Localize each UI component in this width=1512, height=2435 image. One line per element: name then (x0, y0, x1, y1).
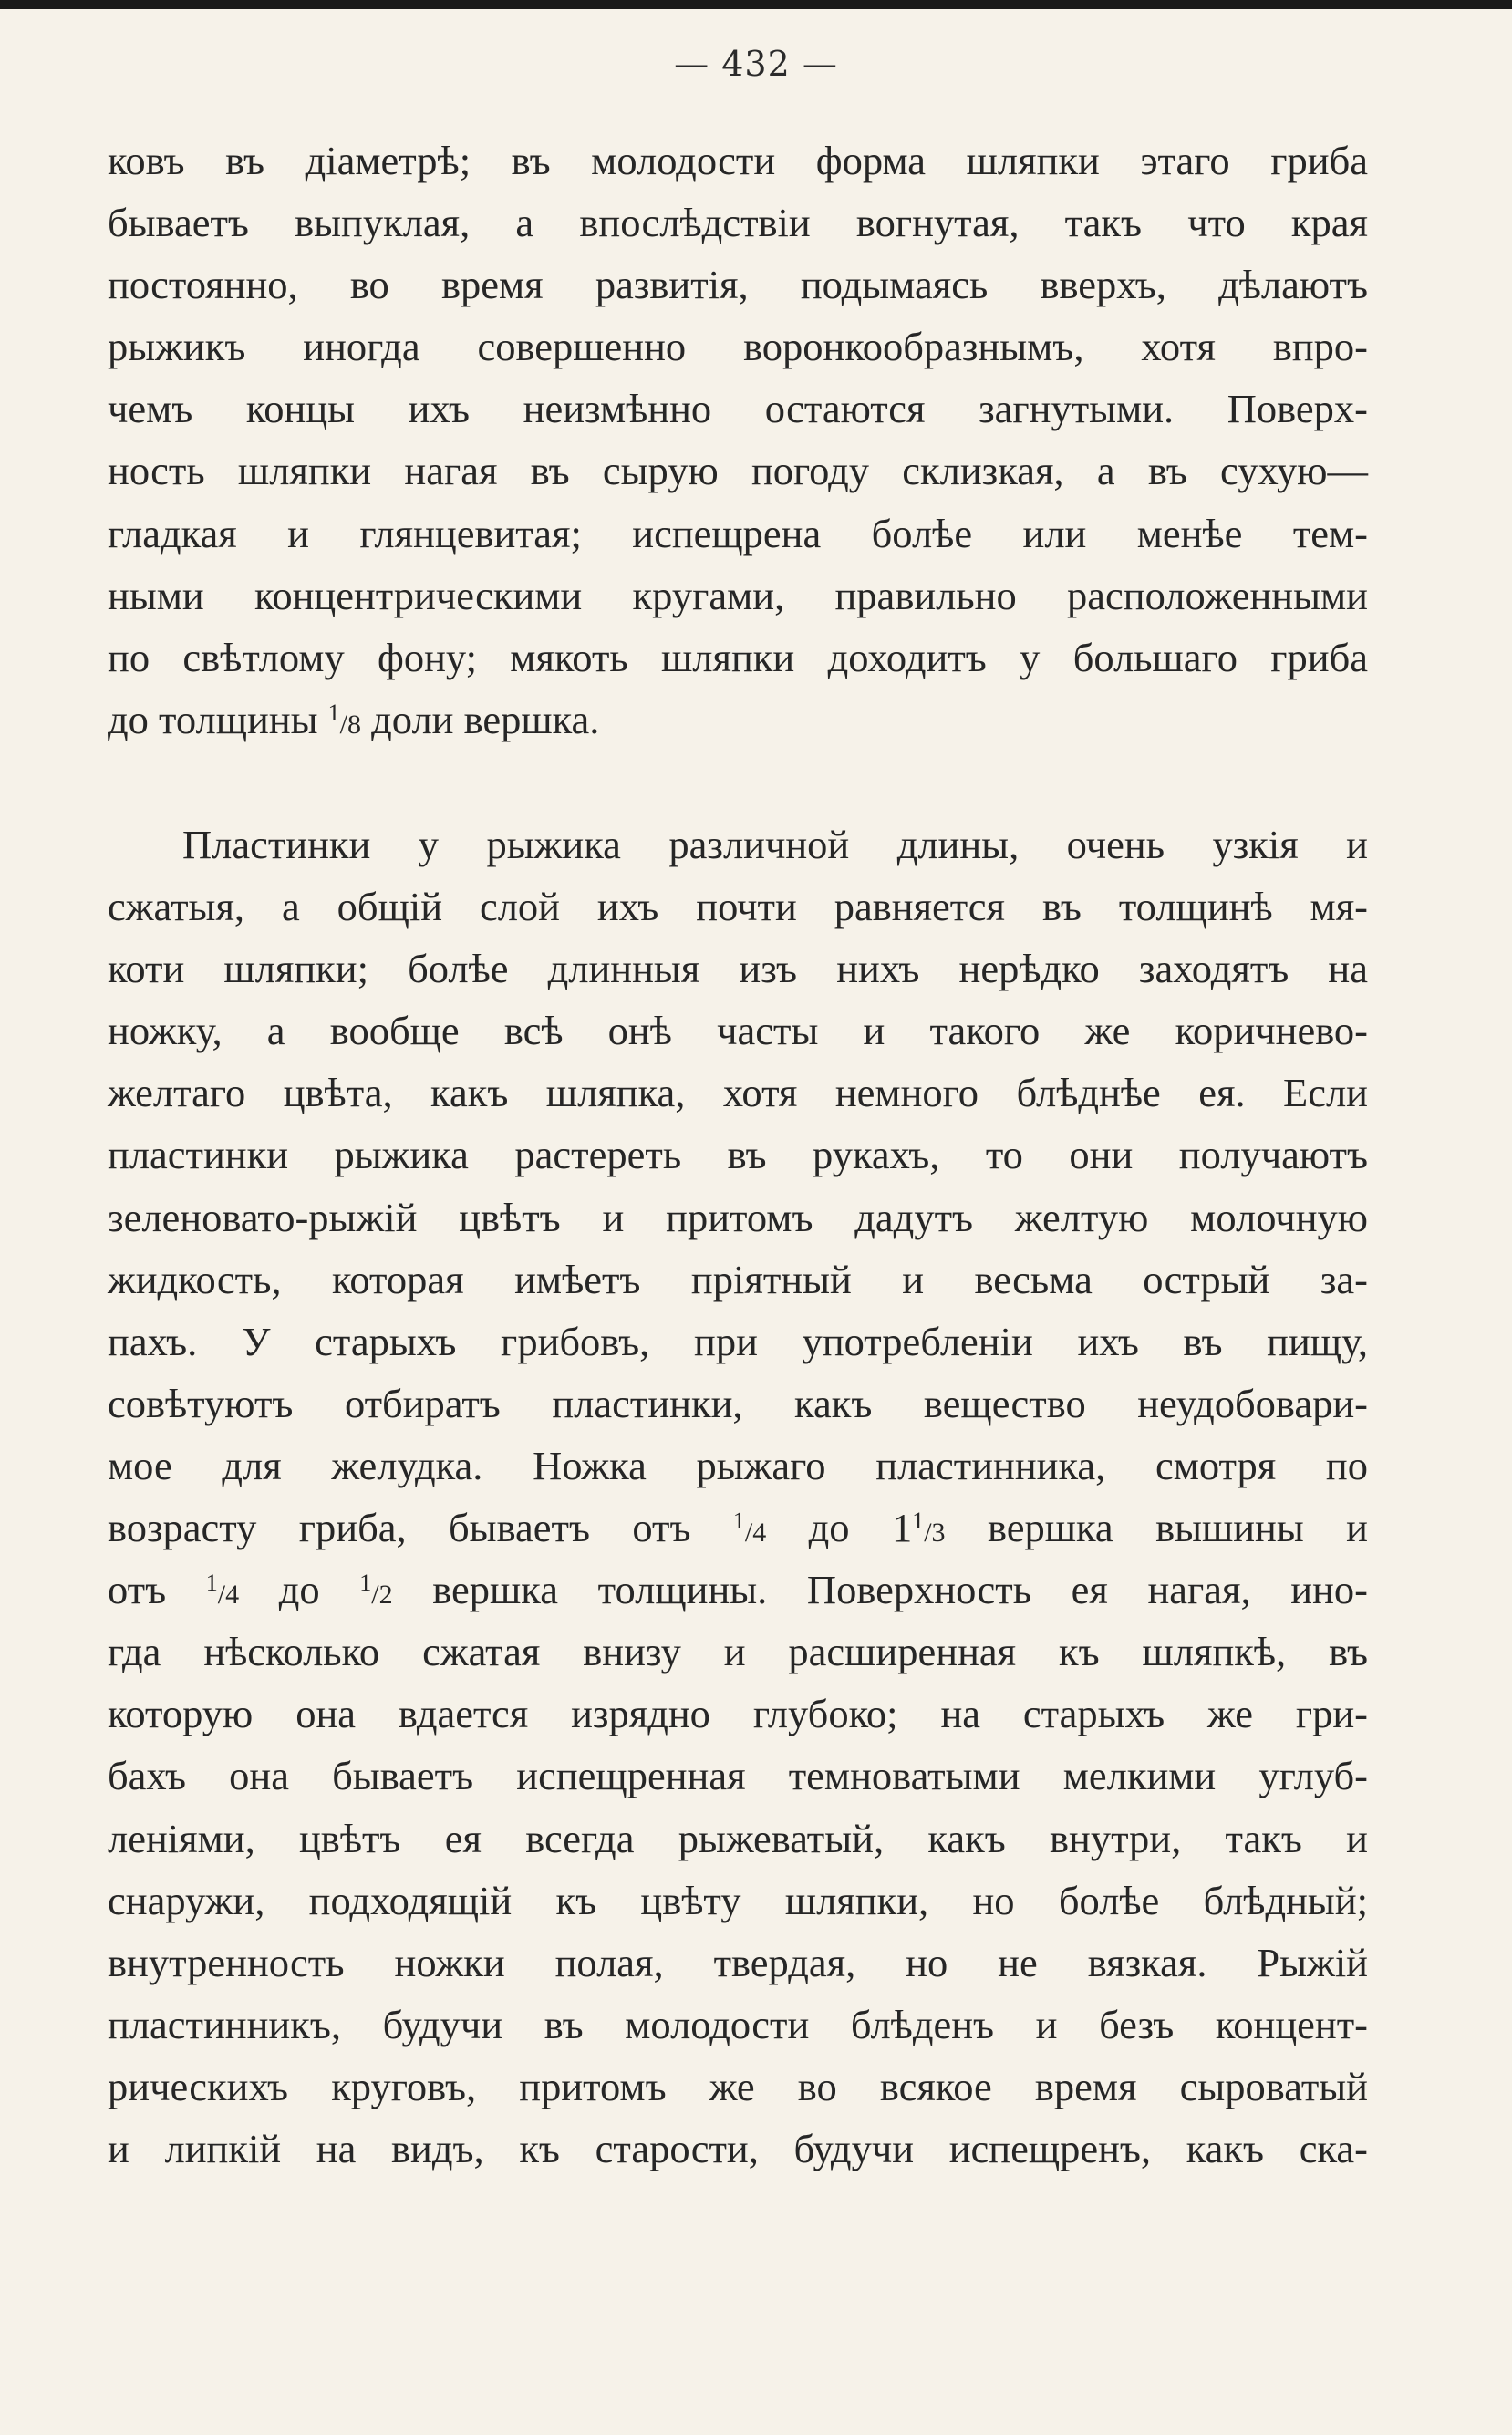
text-line: леніями, цвѣтъ ея всегда рыжеватый, какъ внутри, такъ и (108, 1815, 1368, 1861)
text-line: по свѣтлому фону; мякоть шляпки доходитъ у большаго гриба (108, 634, 1368, 680)
text-line: жидкость, которая имѣетъ пріятный и весьма острый за- (108, 1256, 1368, 1302)
text-fragment: вершка толщины. Поверхность ея нагая, ино- (392, 1567, 1368, 1613)
text-fragment: вершка вышины и (945, 1505, 1368, 1551)
text-line: рическихъ круговъ, притомъ же во всякое время сыроватый (108, 2063, 1368, 2109)
text-line: ность шляпки нагая въ сырую погоду склизкая, а въ сухую— (108, 448, 1368, 494)
text-line: рыжикъ иногда совершенно воронкообразнымъ, хотя впро- (108, 324, 1368, 370)
text-line: желтаго цвѣта, какъ шляпка, хотя немного блѣднѣе ея. Если (108, 1070, 1368, 1116)
fraction-denominator: /3 (924, 1518, 946, 1549)
text-fragment: до (239, 1567, 360, 1613)
text-line: постоянно, во время развитія, подымаясь вверхъ, дѣлаютъ (108, 262, 1368, 308)
text-line: гда нѣсколько сжатая внизу и расширенная къ шляпкѣ, въ (108, 1629, 1368, 1675)
text-line: сжатыя, а общій слой ихъ почти равняется въ толщинѣ мя- (108, 884, 1368, 930)
text-line: и липкій на видъ, къ старости, будучи испещренъ, какъ ска- (108, 2125, 1368, 2171)
text-line: мое для желудка. Ножка рыжаго пластинника, смотря по (108, 1442, 1368, 1488)
fraction-denominator: /8 (339, 709, 362, 740)
text-line-with-fractions (108, 1559, 1368, 1621)
text-line: пластинникъ, будучи въ молодости блѣденъ и безъ концент- (108, 2001, 1368, 2047)
page-number: — 432 — (674, 44, 838, 84)
fraction-numerator: 1 (327, 699, 340, 726)
paragraph-2 (108, 813, 1368, 2180)
paragraph-1 (108, 130, 1368, 751)
text-line (108, 689, 1368, 751)
text-line: коти шляпки; болѣе длинныя изъ нихъ нерѣдко заходятъ на (108, 946, 1368, 992)
fraction-numerator: 1 (732, 1508, 745, 1535)
text-line: пахъ. У старыхъ грибовъ, при употребленіи ихъ въ пищу, (108, 1318, 1368, 1364)
text-line: ными концентрическими кругами, правильно расположенными (108, 572, 1368, 618)
text-line: бахъ она бываетъ испещренная темноватыми мелкими углуб- (108, 1753, 1368, 1799)
text-line: внутренность ножки полая, твердая, но не вязкая. Рыжій (108, 1939, 1368, 1985)
fraction-numerator: 1 (359, 1570, 372, 1597)
text-line: гладкая и глянцевитая; испещрена болѣе или менѣе тем- (108, 510, 1368, 556)
fraction-denominator: /2 (371, 1580, 393, 1611)
text-fragment: отъ (108, 1567, 206, 1613)
text-fragment: доли вершка. (361, 696, 600, 742)
text-line: пластинки рыжика растереть въ рукахъ, то они получаютъ (108, 1132, 1368, 1178)
text-line: снаружи, подходящій къ цвѣту шляпки, но болѣе блѣдный; (108, 1877, 1368, 1923)
text-line: чемъ концы ихъ неизмѣнно остаются загнутыми. Поверх- (108, 386, 1368, 432)
fraction-numerator: 1 (205, 1570, 218, 1597)
text-line: зеленовато-рыжій цвѣтъ и притомъ дадутъ желтую молочную (108, 1194, 1368, 1240)
fraction-denominator: /4 (744, 1518, 767, 1549)
text-fragment: до толщины (108, 696, 328, 742)
text-line: бываетъ выпуклая, а впослѣдствіи вогнутая, такъ что края (108, 200, 1368, 246)
text-line: которую она вдается изрядно глубоко; на старыхъ же гри- (108, 1691, 1368, 1737)
fraction-numerator: 1 (912, 1508, 925, 1535)
fraction-denominator: /4 (217, 1580, 240, 1611)
text-line-with-fractions (108, 1497, 1368, 1559)
text-fragment: возрасту гриба, бываетъ отъ (108, 1505, 733, 1551)
text-line: ножку, а вообще всѣ онѣ часты и такого же коричнево- (108, 1008, 1368, 1054)
text-line: Пластинки у рыжика различной длины, очень узкія и (182, 822, 1368, 867)
text-fragment: до 1 (766, 1505, 913, 1551)
scan-top-edge (0, 0, 1512, 9)
text-line: совѣтуютъ отбиратъ пластинки, какъ вещество неудобовари- (108, 1380, 1368, 1426)
text-line: ковъ въ діаметрѣ; въ молодости форма шляпки этаго гриба (108, 138, 1368, 183)
